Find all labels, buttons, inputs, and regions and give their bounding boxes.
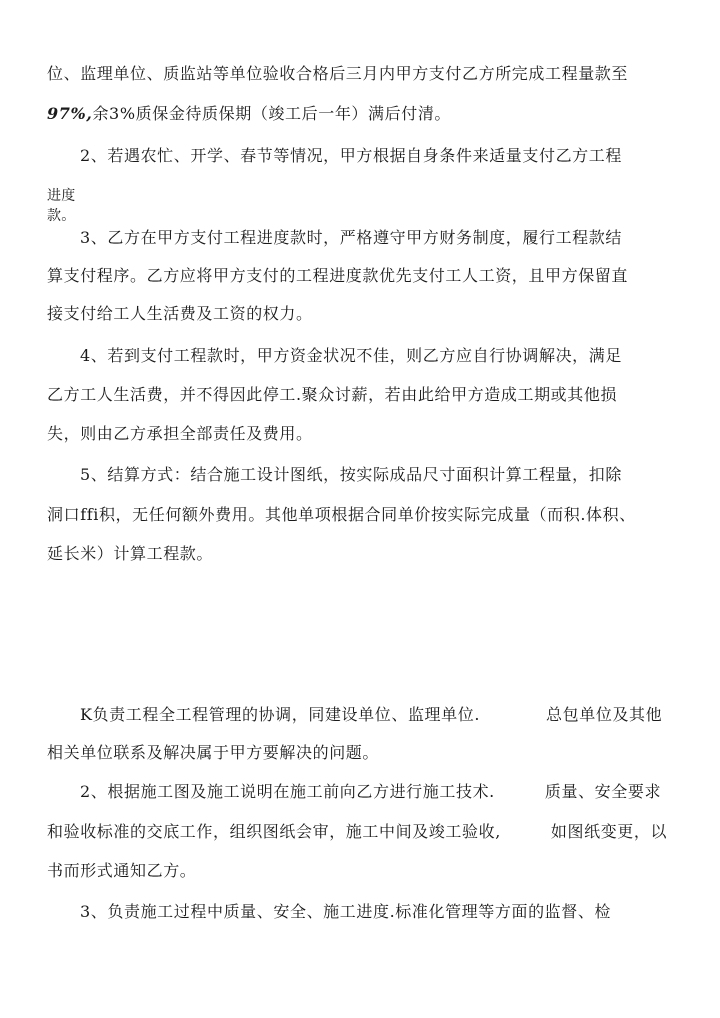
line-text: 2、根据施工图及施工说明在施工前向乙方进行施工技术. — [80, 782, 495, 801]
line-text: 和验收标准的交底工作，组织图纸会审，施工中间及竣工验收, — [47, 822, 501, 841]
paragraph-line: 乙方工人生活费，并不得因此停工.聚众讨薪，若由此给甲方造成工期或其他损 — [47, 385, 618, 404]
line-text: 如图纸变更，以 — [550, 822, 668, 841]
paragraph-line — [47, 104, 451, 124]
paragraph-line: 3、乙方在甲方支付工程进度款时，严格遵守甲方财务制度，履行工程款结 — [80, 228, 622, 247]
paragraph-line: 位、监理单位、质监站等单位验收合格后三月内甲方支付乙方所完成工程量款至 — [47, 64, 629, 83]
paragraph-line: 算支付程序。乙方应将甲方支付的工程进度款优先支付工人工资，且甲方保留直 — [47, 266, 629, 285]
line-text: 质量、安全要求 — [544, 782, 662, 801]
paragraph-line: 接支付给工人生活费及工资的权力。 — [47, 304, 313, 323]
percent-value: 97%, — [47, 104, 93, 123]
paragraph-line: 4、若到支付工程款时，甲方资金状况不佳，则乙方应自行协调解决，满足 — [80, 346, 622, 365]
paragraph-line: 失，则由乙方承担全部责任及费用。 — [47, 424, 313, 443]
line-text: 总包单位及其他 — [546, 705, 663, 724]
line-text: 余3%质保金待质保期（竣工后一年）满后付清。 — [92, 104, 452, 123]
paragraph-line: 3、负责施工过程中质量、安全、施工进度.标准化管理等方面的监督、检 — [80, 902, 612, 921]
paragraph-line — [47, 822, 667, 842]
paragraph-line: 2、若遇农忙、开学、春节等情况，甲方根据自身条件来适量支付乙方工程 — [80, 146, 622, 165]
paragraph-line: 5、结算方式：结合施工设计图纸，按实际成品尺寸面积计算工程量，扣除 — [80, 465, 622, 484]
paragraph-line: 洞口ffi积，无任何额外费用。其他单项根据合同单价按实际完成量（而积.体积、 — [47, 505, 636, 524]
paragraph-line — [80, 705, 662, 725]
line-text: K负责工程全工程管理的协调，同建设单位、监理单位. — [80, 705, 481, 724]
paragraph-line: 书而形式通知乙方。 — [47, 861, 197, 880]
paragraph-line: 进度 — [47, 188, 76, 204]
paragraph-line: 延长米）计算工程款。 — [47, 544, 214, 563]
paragraph-line — [80, 782, 661, 802]
paragraph-line: 款。 — [47, 208, 76, 224]
paragraph-line: 相关单位联系及解决属于甲方要解决的问题。 — [47, 743, 380, 762]
